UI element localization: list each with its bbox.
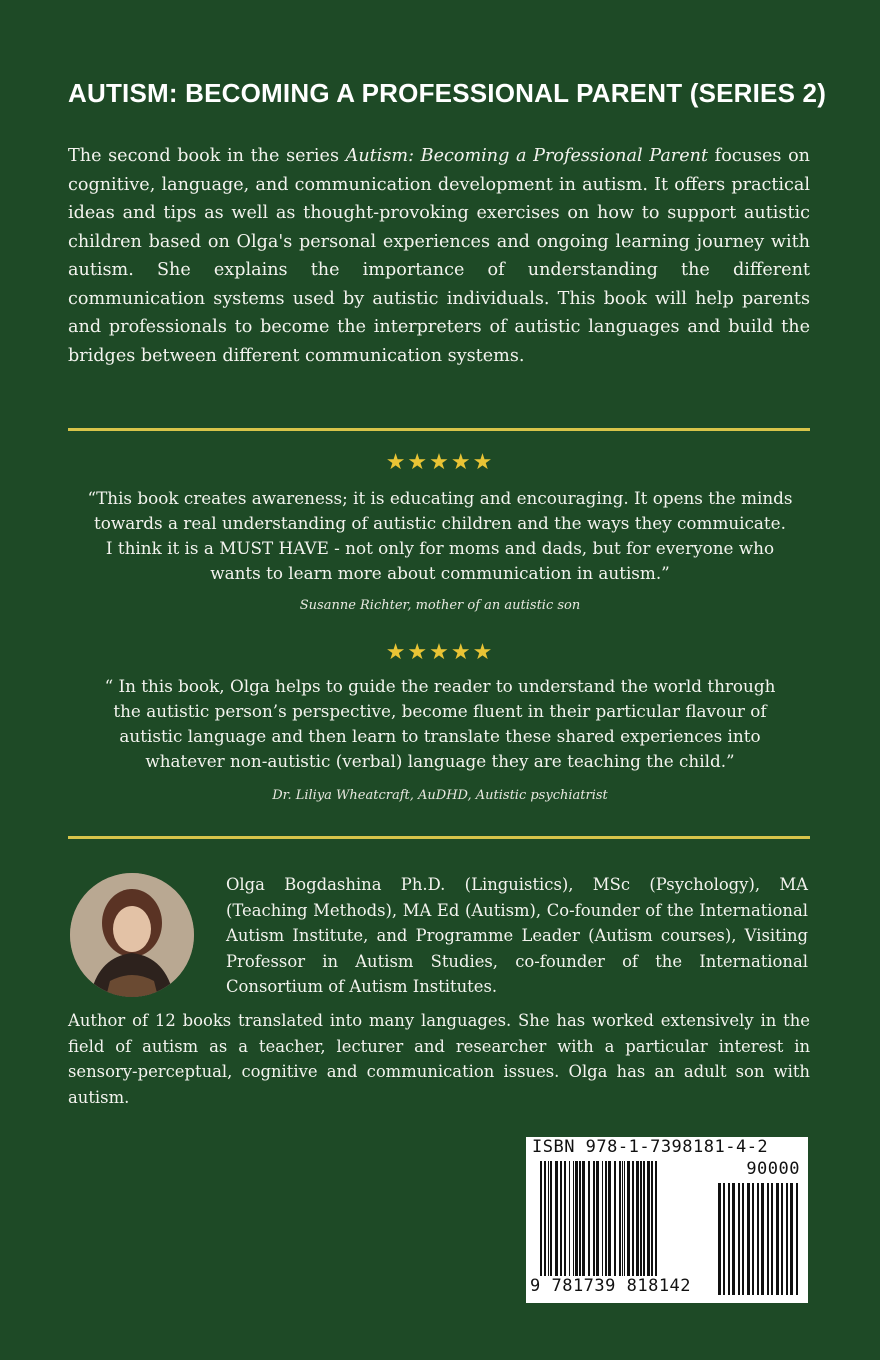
- review-2-line: “ In this book, Olga helps to guide the reader to understand the world through: [104, 676, 776, 696]
- price-code: 90000: [746, 1159, 800, 1179]
- book-title: AUTISM: BECOMING A PROFESSIONAL PARENT (SERIES 2): [68, 78, 827, 108]
- barcode-addon-bar: [738, 1183, 740, 1295]
- review-1-line: “This book creates awareness; it is educating and encouraging. It opens the minds: [87, 488, 793, 508]
- barcode-addon-bar: [723, 1183, 725, 1295]
- review-2-line: the autistic person’s perspective, become fluent in their particular flavour of: [113, 701, 767, 721]
- barcode-bar: [636, 1161, 639, 1287]
- barcode-bar: [619, 1161, 621, 1287]
- barcode-bar: [548, 1161, 549, 1287]
- barcode-addon-bar: [767, 1183, 769, 1295]
- barcode-bar: [560, 1161, 562, 1287]
- barcode-bar: [605, 1161, 607, 1287]
- book-description: [68, 142, 810, 370]
- author-bio-continued: Author of 12 books translated into many languages. She has worked extensively in the field of autism as a teacher, lecturer and researcher with a particular interest in sensory-perceptual, cognitive and communication issues. Olga has an adult son with autism.: [68, 1011, 810, 1107]
- barcode-bar: [575, 1161, 578, 1287]
- barcode-bar: [555, 1161, 558, 1287]
- barcode-bar: [588, 1161, 590, 1287]
- review-2-stars-icon: ★★★★★: [385, 640, 495, 665]
- barcode-addon-bar: [776, 1183, 779, 1295]
- barcode-addon-bar: [728, 1183, 730, 1295]
- barcode-bar: [550, 1161, 552, 1287]
- barcode-addon-bar: [786, 1183, 788, 1295]
- barcode-addon-bar: [752, 1183, 754, 1295]
- review-1-attribution: Susanne Richter, mother of an autistic son: [299, 598, 581, 613]
- author-portrait-icon: [70, 873, 194, 997]
- review-2-line: whatever non-autistic (verbal) language they are teaching the child.”: [145, 751, 735, 771]
- description-lead: The second book in the series: [68, 146, 346, 166]
- barcode-bar: [643, 1161, 645, 1287]
- barcode-bar: [569, 1161, 570, 1287]
- barcode-addon-bar: [742, 1183, 744, 1295]
- barcode-bar: [602, 1161, 603, 1287]
- barcode-guard-bar: [544, 1161, 546, 1295]
- barcode-bar: [564, 1161, 566, 1287]
- barcode-bar: [573, 1161, 574, 1287]
- barcode-addon-bar: [732, 1183, 735, 1295]
- barcode-addon-bar: [757, 1183, 759, 1295]
- review-1-line: I think it is a MUST HAVE - not only for moms and dads, but for everyone who: [105, 538, 775, 558]
- author-bio: Olga Bogdashina Ph.D. (Linguistics), MSc (Psychology), MA (Teaching Methods), MA Ed (Autism), Co-founder of the International Autism Institute, and Programme Leader (Autism courses), Visiting Professor in Autism Studies, co-founder of the International Consortium of Autism Institutes.: [226, 875, 808, 996]
- barcode-bar: [622, 1161, 623, 1287]
- barcode-bar: [614, 1161, 616, 1287]
- barcode-bar: [627, 1161, 630, 1287]
- description-body: focuses on cognitive, language, and communication development in autism. It offers practical ideas and tips as well as thought-provoking exercises on how to support autistic children based on Olga's personal experiences and ongoing learning journey with autism. She explains the importance of understanding the different communication systems used by autistic individuals. This book will help parents and professionals to become the interpreters of autistic languages and build the bridges between different communication systems.: [68, 146, 811, 366]
- barcode-addon-bar: [761, 1183, 764, 1295]
- barcode-bar: [593, 1161, 595, 1287]
- review-1-line: towards a real understanding of autistic children and the ways they commuicate.: [94, 513, 786, 533]
- barcode-bar: [647, 1161, 650, 1287]
- barcode-addon-bar: [790, 1183, 793, 1295]
- review-1-line: wants to learn more about communication in autism.”: [210, 563, 670, 583]
- barcode-guard-bar: [651, 1161, 653, 1295]
- barcode-addon-bar: [747, 1183, 750, 1295]
- barcode-bar: [640, 1161, 642, 1287]
- divider-top: [68, 428, 810, 431]
- ean-number: 9 781739 818142: [530, 1276, 692, 1296]
- isbn-label: ISBN 978-1-7398181-4-2: [532, 1137, 769, 1157]
- barcode-bar: [608, 1161, 611, 1287]
- barcode-addon-bar: [771, 1183, 773, 1295]
- barcode-bar: [624, 1161, 625, 1287]
- review-2-line: autistic language and then learn to translate these shared experiences into: [119, 726, 761, 746]
- author-photo: [70, 873, 194, 997]
- review-2-attribution: Dr. Liliya Wheatcraft, AuDHD, Autistic psychiatrist: [272, 788, 608, 803]
- barcode-bar: [596, 1161, 599, 1287]
- barcode-addon-bar: [781, 1183, 783, 1295]
- barcode-bar: [582, 1161, 585, 1287]
- barcode-guard-bar: [540, 1161, 542, 1295]
- barcode-bar: [632, 1161, 634, 1287]
- review-1-quote: [60, 486, 820, 586]
- divider-bottom: [68, 836, 810, 839]
- barcode-addon-bar: [718, 1183, 721, 1295]
- barcode-guard-bar: [655, 1161, 657, 1295]
- barcode-addon-bar: [796, 1183, 798, 1295]
- barcode-bar: [579, 1161, 581, 1287]
- barcode: [526, 1137, 808, 1303]
- review-1-stars-icon: ★★★★★: [385, 450, 495, 475]
- review-2-quote: [60, 674, 820, 774]
- series-name: Autism: Becoming a Professional Parent: [345, 146, 709, 166]
